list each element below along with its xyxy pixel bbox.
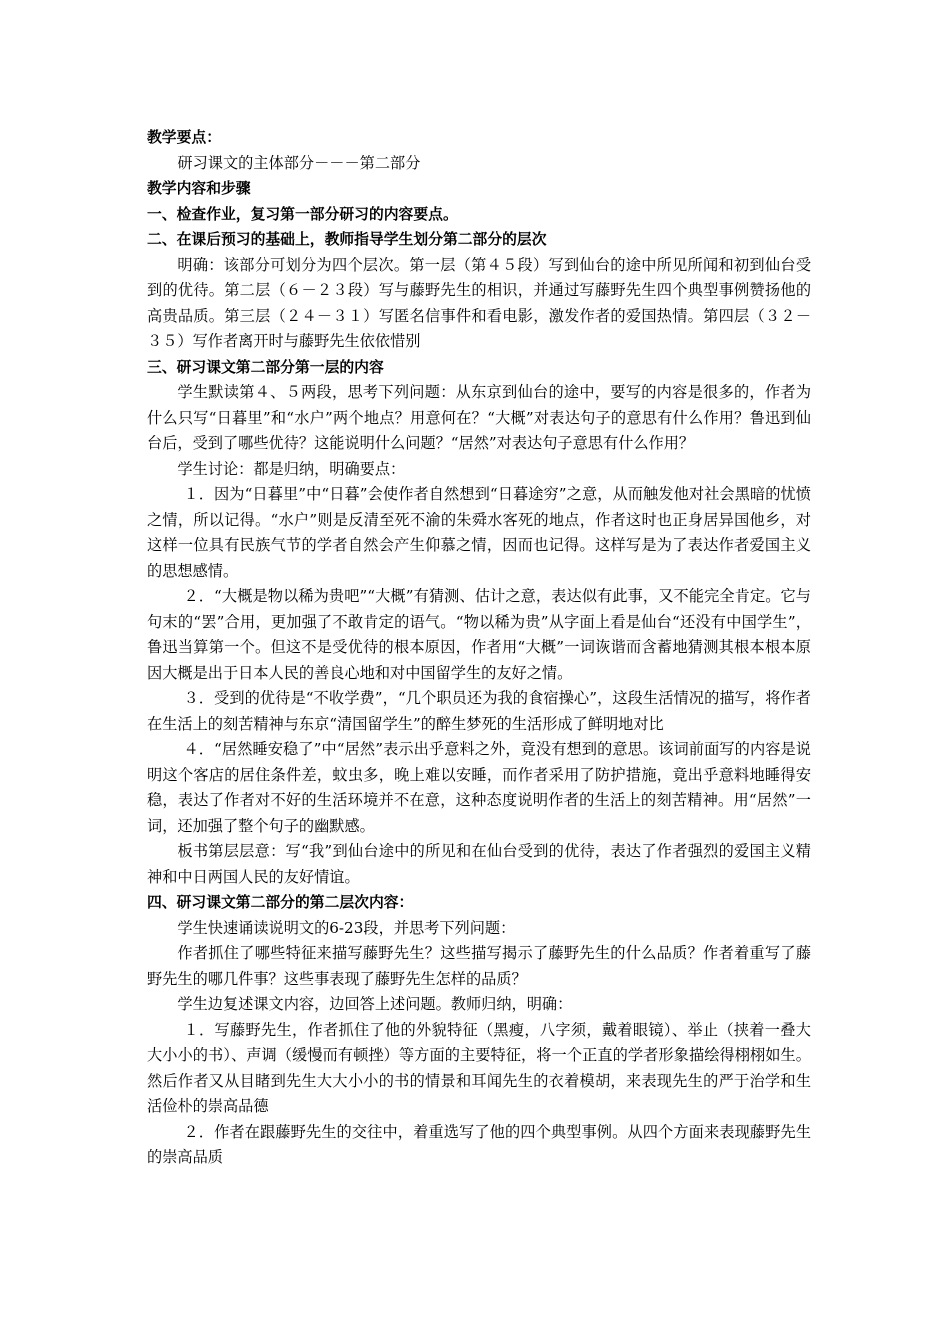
step3-point-2: ２．“大概是物以稀为贵吧”“大概”有猜测、估计之意，表达似有此事，又不能完全肯定。它与句末的“罢”合用，更加强了不敢肯定的语气。“物以稀为贵”从字面上看是仙台“还没有中国学生”，鲁迅当算第一个。但这不是受优待的根本原因，作者用“大概”一词诙谐而含蓄地猜测其根本根本原因大概是出于日本人民的善良心地和对中国留学生的友好之情。 — [147, 587, 811, 682]
key-points-text: 研习课文的主体部分－－－第二部分 — [177, 153, 421, 172]
step4-question-paragraph: 作者抓住了哪些特征来描写藤野先生？这些描写揭示了藤野先生的什么品质？作者着重写了藤野先生的哪几件事？这些事表现了藤野先生怎样的品质？ — [147, 944, 811, 988]
step3-heading: 三、研习课文第二部分第一层的内容 — [147, 358, 384, 376]
step3-discussion-line: 学生讨论：都是归纳，明确要点： — [177, 459, 406, 478]
heading-content-steps: 教学内容和步骤 — [147, 180, 251, 197]
step2-heading: 二、在课后预习的基础上，教师指导学生划分第二部分的层次 — [147, 231, 547, 248]
step4-heading: 四、研习课文第二部分的第二层次内容： — [147, 894, 414, 911]
heading-key-points: 教学要点： — [147, 129, 221, 146]
step3-point-3: ３．受到的优待是“不收学费”，“几个职员还为我的食宿操心”，这段生活情况的描写，将作者在生活上的刻苦精神与东京“清国留学生”的醉生梦死的生活形成了鲜明地对比 — [147, 689, 811, 733]
step3-board-summary: 板书第层层意：写“我”到仙台途中的所见和在仙台受到的优待，表达了作者强烈的爱国主义精神和中日两国人民的友好情谊。 — [147, 842, 811, 886]
step1-heading: 一、检查作业，复习第一部分研习的内容要点。 — [147, 205, 458, 223]
step4-reading-instruction: 学生快速诵读说明文的6-23段，并思考下列问题： — [177, 918, 516, 937]
step4-point-1: １．写藤野先生，作者抓住了他的外貌特征（黑瘦，八字须，戴着眼镜）、举止（挟着一叠大大小小的书）、声调（缓慢而有顿挫）等方面的主要特征，将一个正直的学者形象描绘得栩栩如生。然后作者又从目睹到先生大大小小的书的情景和耳闻先生的衣着模胡，来表现先生的严于治学和生活俭朴的崇高品德 — [147, 1020, 811, 1115]
step3-point-1: １．因为“日暮里”中“日暮”会使作者自然想到“日暮途穷”之意，从而触发他对社会黑暗的忧愤之情，所以记得。“水户”则是反清至死不渝的朱舜水客死的地点，作者这时也正身居异国他乡，对这样一位具有民族气节的学者自然会产生仰慕之情，因而也记得。这样写是为了表达作者爱国主义的思想感情。 — [147, 485, 811, 580]
step4-point-2: ２．作者在跟藤野先生的交往中，着重选写了他的四个典型事例。从四个方面来表现藤野先生的崇高品质 — [147, 1122, 811, 1166]
step3-point-4: ４．“居然睡安稳了”中“居然”表示出乎意料之外，竟没有想到的意思。该词前面写的内容是说明这个客店的居住条件差，蚊虫多，晚上难以安睡，而作者采用了防护措施，竟出乎意料地睡得安稳，表达了作者对不好的生活环境并不在意，这种态度说明作者的生活上的刻苦精神。用“居然”一词，还加强了整个句子的幽默感。 — [147, 740, 811, 835]
step3-intro-paragraph: 学生默读第４、５两段，思考下列问题：从东京到仙台的途中，要写的内容是很多的，作者为什么只写“日暮里”和“水户”两个地点？用意何在？“大概”对表达句子的意思有什么作用？鲁迅到仙台后，受到了哪些优待？这能说明什么问题？“居然”对表达句子意思有什么作用？ — [147, 383, 811, 452]
document-body — [147, 125, 811, 1171]
step4-answer-intro: 学生边复述课文内容，边回答上述问题。教师归纳，明确： — [177, 995, 573, 1013]
step2-paragraph: 明确：该部分可划分为四个层次。第一层（第４５段）写到仙台的途中所见所闻和初到仙台受到的优待。第二层（６－２３段）写与藤野先生的相识，并通过写藤野先生四个典型事例赞扬他的高贵品质。第三层（２４－３１）写匿名信事件和看电影，激发作者的爱国热情。第四层（３２－３５）写作者离开时与藤野先生依依惜别 — [147, 255, 811, 350]
